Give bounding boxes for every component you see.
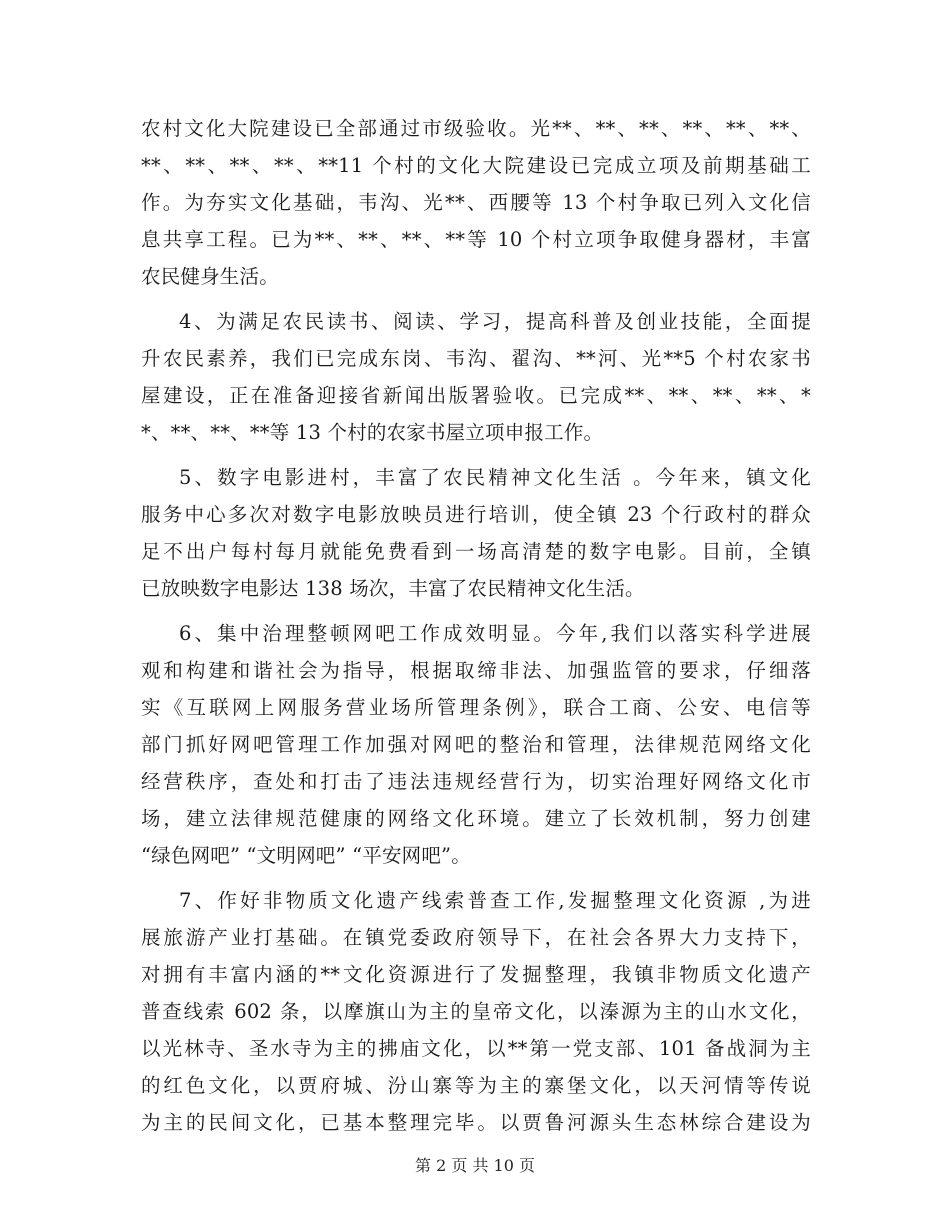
text-line: 的红色文化，以贾府城、汾山寨等为主的寨堡文化，以天河情等传说 (141, 1074, 811, 1097)
text-line: 农民健身生活。 (141, 265, 279, 288)
text-line: 升农民素养，我们已完成东岗、韦沟、翟沟、**河、光**5 个村农家书 (141, 347, 811, 370)
text-line: 5、数字电影进村，丰富了农民精神文化生活 。今年来，镇文化 (179, 466, 811, 489)
text-line: 实《互联网上网服务营业场所管理条例》，联合工商、公安、电信等 (141, 696, 811, 719)
text-line: 屋建设，正在准备迎接省新闻出版署验收。已完成**、**、**、**、* (141, 384, 811, 407)
text-line: 场，建立法律规范健康的网络文化环境。建立了长效机制，努力创建 (141, 807, 811, 830)
paragraph-item-5 (141, 459, 811, 607)
text-line: 对拥有丰富内涵的**文化资源进行了发掘整理，我镇非物质文化遗产 (141, 963, 811, 986)
text-line: **、**、**、**、**11 个村的文化大院建设已完成立项及前期基础工 (141, 154, 811, 177)
text-line: 息共享工程。已为**、**、**、**等 10 个村立项争取健身器材，丰富 (141, 228, 811, 251)
page-number-footer: 第 2 页 共 10 页 (415, 1156, 535, 1175)
text-line: *、**、**、**等 13 个村的农家书屋立项申报工作。 (141, 421, 604, 444)
text-line: 观和构建和谐社会为指导，根据取缔非法、加强监管的要求，仔细落 (141, 659, 811, 682)
text-line: 为主的民间文化，已基本整理完毕。以贾鲁河源头生态林综合建设为 (141, 1111, 811, 1134)
text-line: “绿色网吧” “文明网吧” “平安网吧”。 (141, 844, 471, 867)
text-line: 作。为夯实文化基础，韦沟、光**、西腰等 13 个村争取已列入文化信 (141, 191, 811, 214)
text-line: 6、集中治理整顿网吧工作成效明显。今年,我们以落实科学进展 (179, 622, 811, 645)
text-line: 以光林寺、圣水寺为主的拂庙文化，以**第一党支部、101 备战洞为主 (141, 1037, 811, 1060)
text-line: 普查线索 602 条，以摩旗山为主的皇帝文化，以溱源为主的山水文化， (141, 1000, 811, 1023)
text-line: 展旅游产业打基础。在镇党委政府领导下，在社会各界大力支持下， (141, 926, 811, 949)
text-line: 已放映数字电影达 138 场次，丰富了农民精神文化生活。 (141, 577, 645, 600)
text-line: 服务中心多次对数字电影放映员进行培训，使全镇 23 个行政村的群众 (141, 503, 811, 526)
text-line: 7、作好非物质文化遗产线索普查工作,发掘整理文化资源 ,为进 (179, 889, 811, 912)
text-line: 部门抓好网吧管理工作加强对网吧的整治和管理，法律规范网络文化 (141, 733, 811, 756)
text-line: 4、为满足农民读书、阅读、学习，提高科普及创业技能，全面提 (179, 310, 811, 333)
text-line: 足不出户每村每月就能免费看到一场高清楚的数字电影。目前，全镇 (141, 540, 811, 563)
paragraph-item-7 (141, 882, 811, 1141)
text-line: 经营秩序，查处和打击了违法违规经营行为，切实治理好网络文化市 (141, 770, 811, 793)
paragraph-item-6 (141, 615, 811, 874)
text-line: 农村文化大院建设已全部通过市级验收。光**、**、**、**、**、**、 (141, 117, 811, 140)
paragraph-item-4 (141, 303, 811, 451)
paragraph-continuation (141, 110, 811, 295)
document-body (141, 110, 811, 1141)
